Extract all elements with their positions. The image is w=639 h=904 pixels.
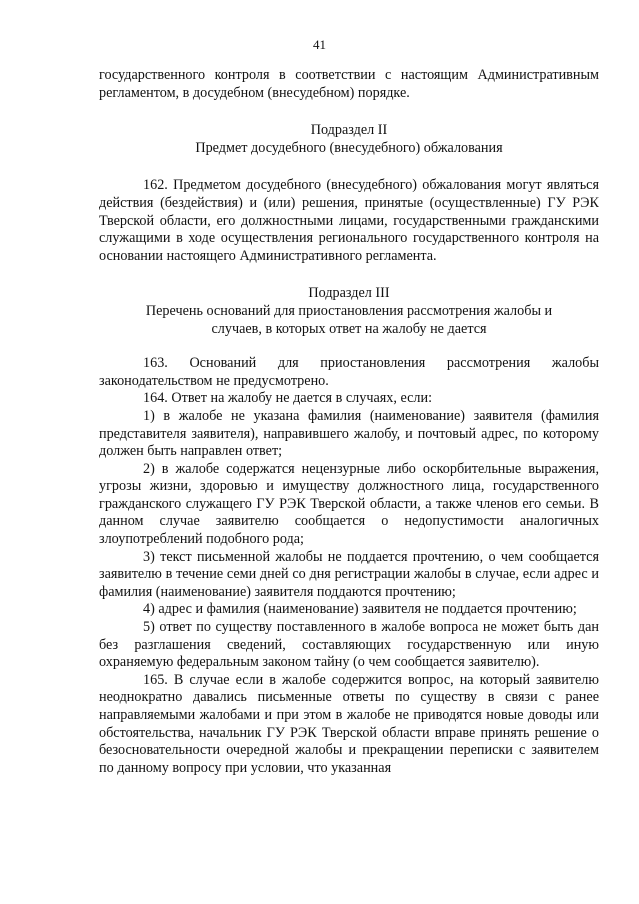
section-2-heading: Подраздел II: [310, 122, 388, 139]
paragraph-165: 165. В случае если в жалобе содержится вопрос, на который заявителю неоднократно давались письменные ответы по существу в связи с ранее направляемыми жалобами и при этом в жалобе не приводятся новые доводы или обстоятельства, начальник ГУ РЭК Тверской области вправе принять решение о безосновательности очередной жалобы и прекращении переписки с заявителем по данному вопросу при условии, что указанная: [99, 671, 599, 776]
paragraph-163: 163. Оснований для приостановления рассмотрения жалобы законодательством не предусмотрено.: [99, 355, 599, 389]
list-item-5: 5) ответ по существу поставленного в жалобе вопроса не может быть дан без разглашения сведений, составляющих государственную или иную охраняемую федеральным законом тайну (о чем сообщается заявителю).: [99, 619, 599, 671]
section-3-title-line-1: Перечень оснований для приостановления рассмотрения жалобы и: [145, 302, 553, 319]
list-item-4: 4) адрес и фамилия (наименование) заявителя не поддается прочтению;: [143, 601, 577, 618]
list-item-3: 3) текст письменной жалобы не поддается прочтению, о чем сообщается заявителю в течение семи дней со дня регистрации жалобы в случае, если адрес и фамилия (наименование) заявителя поддаются прочтению;: [99, 548, 599, 600]
paragraph-162: 162. Предметом досудебного (внесудебного) обжалования могут являться действия (бездействия) и (или) решения, принятые (осуществленные) ГУ РЭК Тверской области, его должностными лицами, государственными гражданскими служащими в ходе осуществления регионального государственного контроля на основании настоящего Административного регламента.: [99, 177, 599, 264]
list-item-2: 2) в жалобе содержатся нецензурные либо оскорбительные выражения, угрозы жизни, здоровью и имуществу должностного лица, государственного гражданского служащего ГУ РЭК Тверской области, а также членов его семьи. В данном случае заявителю сообщается о недопустимости аналогичных злоупотреблений подобного рода;: [99, 460, 599, 548]
section-3-title-line-2: случаев, в которых ответ на жалобу не дается: [211, 320, 487, 337]
document-body: [99, 67, 599, 777]
section-2-title: Предмет досудебного (внесудебного) обжалования: [195, 139, 503, 156]
page-number: 41: [313, 37, 326, 52]
intro-paragraph: государственного контроля в соответствии с настоящим Административным регламентом, в досудебном (внесудебном) порядке.: [99, 67, 599, 101]
paragraph-164: 164. Ответ на жалобу не дается в случаях, если:: [143, 390, 433, 407]
list-item-1: 1) в жалобе не указана фамилия (наименование) заявителя (фамилия представителя заявителя), направившего жалобу, и почтовый адрес, по которому должен быть направлен ответ;: [99, 407, 599, 460]
section-3-heading: Подраздел III: [308, 285, 390, 302]
